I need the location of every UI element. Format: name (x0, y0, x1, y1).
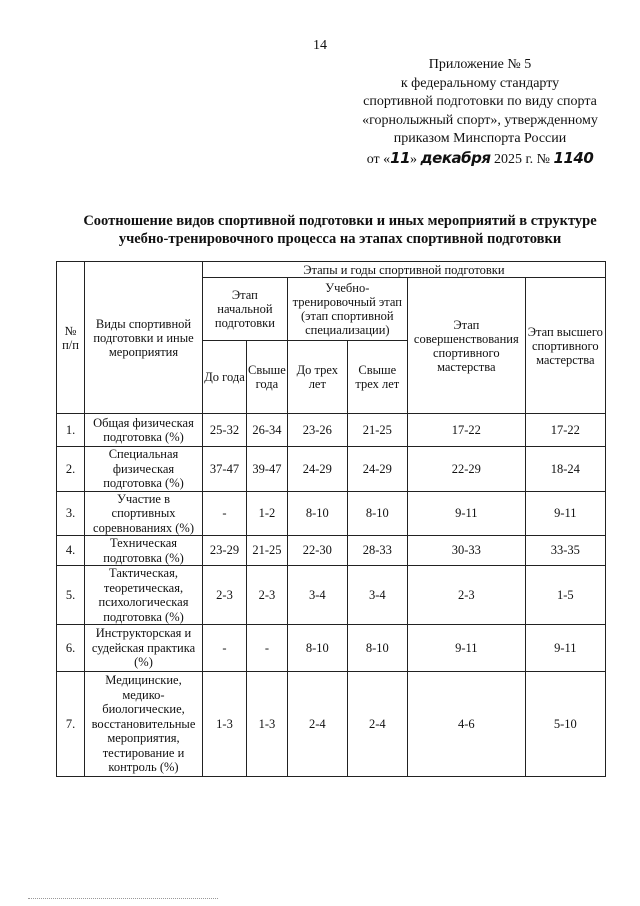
row-number: 1. (57, 414, 85, 447)
value-over-three: 24-29 (347, 447, 407, 492)
header-highest-stage: Этап высшего спортивного мастерства (525, 278, 605, 414)
value-highest: 18-24 (525, 447, 605, 492)
value-improvement: 9-11 (407, 625, 525, 672)
value-over-year: 1-2 (247, 491, 288, 536)
scan-edge-line (28, 898, 218, 899)
title-line: учебно-тренировочного процесса на этапах спортивной подготовки (118, 231, 562, 247)
activity-name: Медицинские, медико-биологические, восстановительные мероприятия, тестирование и контроль (%) (85, 672, 203, 777)
value-up-to-three: 8-10 (287, 625, 347, 672)
value-up-to-three: 24-29 (287, 447, 347, 492)
value-improvement: 22-29 (407, 447, 525, 492)
value-highest: 5-10 (525, 672, 605, 777)
header-initial-stage: Этап начальной подготовки (203, 278, 288, 341)
value-up-to-three: 8-10 (287, 491, 347, 536)
appendix-line: спортивной подготовки по виду спорта (363, 94, 597, 109)
header-stages: Этапы и годы спортивной подготовки (203, 262, 606, 278)
activity-name: Общая физическая подготовка (%) (85, 414, 203, 447)
value-highest: 9-11 (525, 491, 605, 536)
value-highest: 17-22 (525, 414, 605, 447)
header-training-stage: Учебно-тренировочный этап (этап спортивной специализации) (287, 278, 407, 341)
value-highest: 33-35 (525, 536, 605, 566)
value-improvement: 2-3 (407, 566, 525, 625)
document-title (40, 212, 640, 248)
value-up-to-three: 22-30 (287, 536, 347, 566)
table-row (57, 414, 606, 447)
activity-name: Тактическая, теоретическая, психологическая подготовка (%) (85, 566, 203, 625)
value-up-to-year: - (203, 491, 247, 536)
training-ratio-table (56, 261, 606, 777)
value-highest: 9-11 (525, 625, 605, 672)
value-up-to-three: 2-4 (287, 672, 347, 777)
value-up-to-year: 25-32 (203, 414, 247, 447)
value-up-to-year: 37-47 (203, 447, 247, 492)
appendix-line: Приложение № 5 (428, 57, 532, 72)
activity-name: Участие в спортивных соревнованиях (%) (85, 491, 203, 536)
header-up-to-three: До трех лет (287, 341, 347, 414)
value-up-to-year: - (203, 625, 247, 672)
table-row (57, 536, 606, 566)
header-improvement-stage: Этап совершенствования спортивного мастерства (407, 278, 525, 414)
table-row (57, 672, 606, 777)
date-prefix: от « (366, 151, 391, 167)
activity-name: Техническая подготовка (%) (85, 536, 203, 566)
value-up-to-year: 2-3 (203, 566, 247, 625)
header-over-year: Свыше года (247, 341, 288, 414)
value-over-three: 3-4 (347, 566, 407, 625)
value-over-three: 28-33 (347, 536, 407, 566)
title-line: Соотношение видов спортивной подготовки и иных мероприятий в структуре (83, 213, 597, 229)
row-number: 6. (57, 625, 85, 672)
value-up-to-three: 3-4 (287, 566, 347, 625)
value-over-year: 21-25 (247, 536, 288, 566)
value-over-three: 8-10 (347, 491, 407, 536)
value-highest: 1-5 (525, 566, 605, 625)
value-over-year: 2-3 (247, 566, 288, 625)
value-over-three: 8-10 (347, 625, 407, 672)
value-up-to-year: 1-3 (203, 672, 247, 777)
row-number: 4. (57, 536, 85, 566)
value-over-year: - (247, 625, 288, 672)
appendix-line: приказом Минспорта России (393, 131, 567, 146)
value-up-to-three: 23-26 (287, 414, 347, 447)
row-number: 7. (57, 672, 85, 777)
appendix-date-line (330, 149, 630, 170)
value-improvement: 30-33 (407, 536, 525, 566)
value-up-to-year: 23-29 (203, 536, 247, 566)
date-mid: » (410, 151, 418, 167)
page-number: 14 (313, 38, 327, 53)
date-day: 11 (390, 148, 411, 167)
value-over-year: 26-34 (247, 414, 288, 447)
header-over-three: Свыше трех лет (347, 341, 407, 414)
appendix-header (330, 56, 630, 169)
row-number: 5. (57, 566, 85, 625)
appendix-line: к федеральному стандарту (400, 75, 560, 91)
activity-name: Инструкторская и судейская практика (%) (85, 625, 203, 672)
value-improvement: 9-11 (407, 491, 525, 536)
header-num: № п/п (57, 262, 85, 414)
date-month: декабря (420, 148, 491, 167)
table-row (57, 447, 606, 492)
activity-name: Специальная физическая подготовка (%) (85, 447, 203, 492)
appendix-line: «горнолыжный спорт», утвержденному (362, 112, 598, 128)
row-number: 2. (57, 447, 85, 492)
value-over-year: 39-47 (247, 447, 288, 492)
value-over-three: 2-4 (347, 672, 407, 777)
value-over-year: 1-3 (247, 672, 288, 777)
value-improvement: 17-22 (407, 414, 525, 447)
value-improvement: 4-6 (407, 672, 525, 777)
table-row (57, 566, 606, 625)
date-suffix: 2025 г. № (493, 151, 551, 167)
row-number: 3. (57, 491, 85, 536)
header-up-to-year: До года (203, 341, 247, 414)
value-over-three: 21-25 (347, 414, 407, 447)
table-row (57, 491, 606, 536)
order-number: 1140 (553, 148, 594, 167)
header-types: Виды спортивной подготовки и иные мероприятия (85, 262, 203, 414)
table-row (57, 625, 606, 672)
